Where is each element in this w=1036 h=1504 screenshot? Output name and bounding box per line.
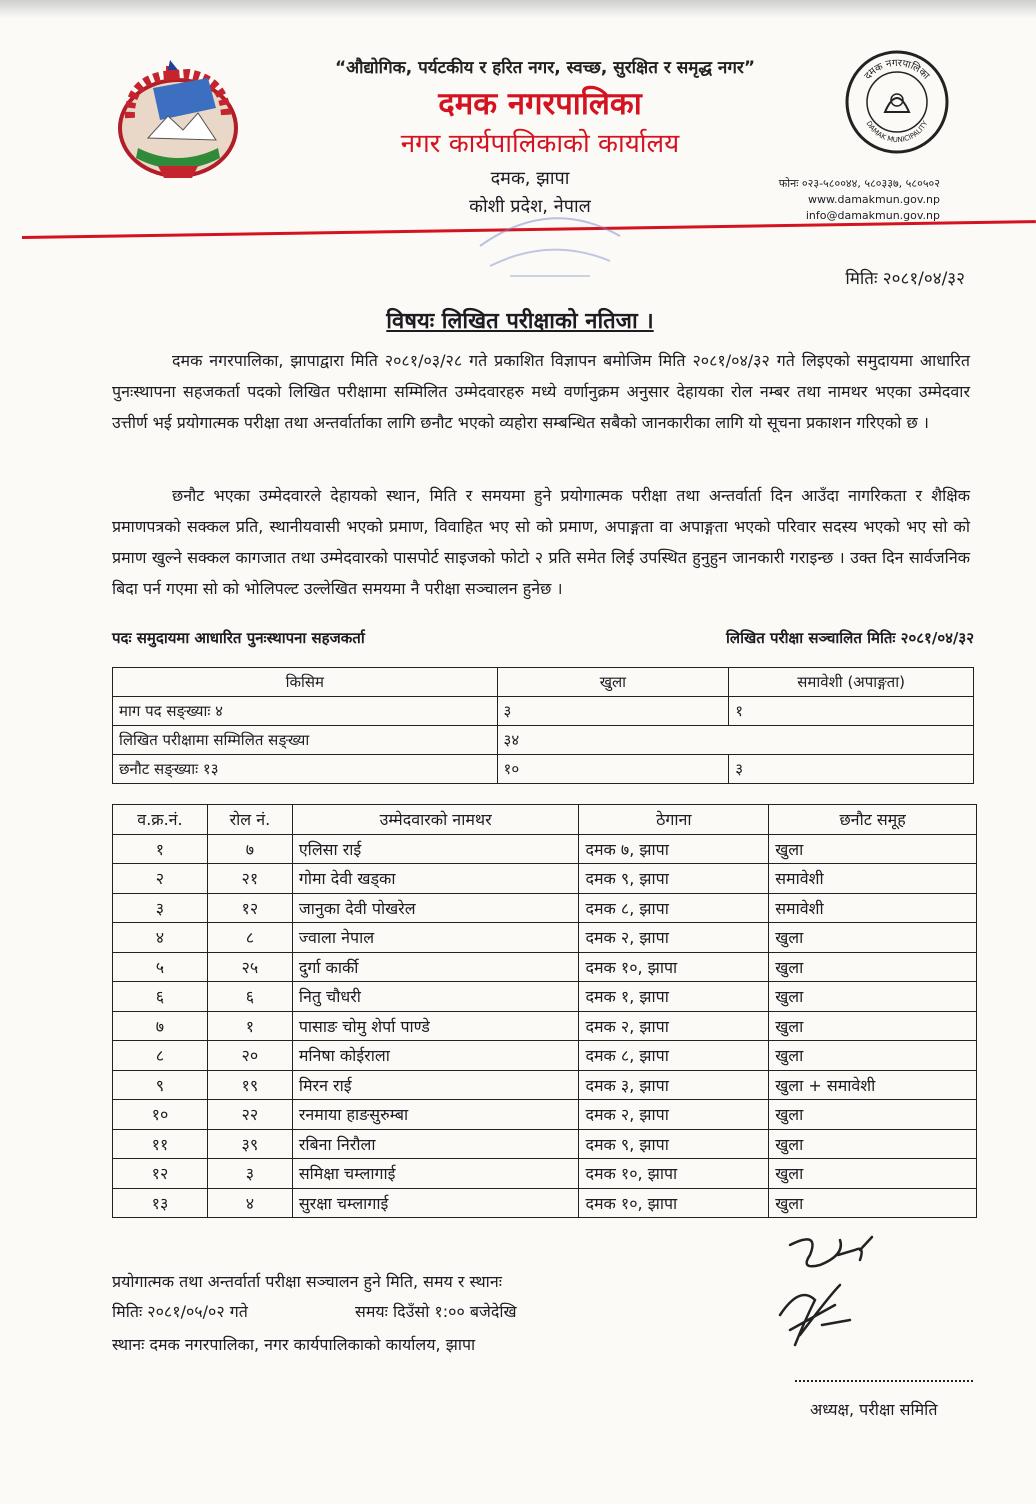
results-header-cell: छनौट समूह [769, 805, 977, 835]
footer-place: स्थानः दमक नगरपालिका, नगर कार्यपालिकाको कार्यालय, झापा [112, 1335, 476, 1354]
notice-date: मितिः २०८१/०४/३२ [845, 269, 965, 289]
summary-cell: माग पद सङ्ख्याः ४ [113, 697, 498, 726]
results-cell: ४ [113, 923, 208, 953]
results-cell: रनमाया हाङसुरुम्बा [292, 1100, 579, 1130]
summary-cell: ३ [497, 697, 729, 726]
address-line-1: दमक, झापा [490, 168, 570, 189]
results-cell: १ [207, 1011, 292, 1041]
footer-date-time [112, 1300, 517, 1322]
summary-cell: १ [729, 697, 974, 726]
results-cell: खुला [769, 952, 977, 982]
results-row [113, 982, 977, 1012]
post-label: पदः समुदायमा आधारित पुनःस्थापना सहजकर्ता [112, 629, 365, 647]
results-cell: खुला [769, 1041, 977, 1071]
results-cell: दमक २, झापा [579, 923, 769, 953]
results-header-cell: ठेगाना [579, 805, 769, 835]
results-cell: १३ [113, 1188, 208, 1218]
scan-edge [0, 0, 1036, 18]
results-cell: २० [207, 1041, 292, 1071]
results-cell: १२ [113, 1159, 208, 1189]
results-cell: खुला + समावेशी [769, 1070, 977, 1100]
results-cell: दमक १०, झापा [579, 1188, 769, 1218]
footer-intro: प्रयोगात्मक तथा अन्तर्वार्ता परीक्षा सञ्चालन हुने मिति, समय र स्थानः [112, 1272, 502, 1291]
results-cell: २२ [207, 1100, 292, 1130]
results-cell: ११ [113, 1129, 208, 1159]
results-cell: १ [113, 834, 208, 864]
results-cell: ३ [113, 893, 208, 923]
summary-header-row [113, 668, 974, 697]
results-cell: ६ [207, 982, 292, 1012]
website-link[interactable]: www.damakmun.gov.np [808, 193, 940, 206]
results-cell: एलिसा राई [292, 834, 579, 864]
results-cell: जानुका देवी पोखरेल [292, 893, 579, 923]
results-row [113, 864, 977, 894]
summary-table [112, 667, 974, 784]
summary-row [113, 726, 974, 755]
results-cell: दमक २, झापा [579, 1011, 769, 1041]
nepal-emblem-icon [108, 58, 248, 188]
results-cell: दमक ८, झापा [579, 1041, 769, 1071]
results-cell: दमक ९, झापा [579, 1129, 769, 1159]
results-cell: दमक ९, झापा [579, 864, 769, 894]
results-cell: खुला [769, 923, 977, 953]
summary-row [113, 697, 974, 726]
summary-cell: छनौट सङ्ख्याः १३ [113, 755, 498, 784]
summary-cell: लिखित परीक्षामा सम्मिलित सङ्ख्या [113, 726, 498, 755]
results-cell: ३९ [207, 1129, 292, 1159]
office-name: नगर कार्यपालिकाको कार्यालय [400, 129, 680, 159]
org-name: दमक नगरपालिका [438, 86, 642, 122]
results-cell: खुला [769, 1188, 977, 1218]
results-row [113, 1188, 977, 1218]
results-row [113, 1129, 977, 1159]
results-row [113, 952, 977, 982]
results-cell: गोमा देवी खड्का [292, 864, 579, 894]
results-cell: १० [113, 1100, 208, 1130]
results-cell: समावेशी [769, 864, 977, 894]
post-info-line [112, 628, 974, 652]
address-line-2: कोशी प्रदेश, नेपाल [469, 196, 591, 217]
results-row [113, 1100, 977, 1130]
results-row [113, 1041, 977, 1071]
results-cell: ९ [113, 1070, 208, 1100]
results-cell: २५ [207, 952, 292, 982]
results-cell: १२ [207, 893, 292, 923]
results-header-cell: रोल नं. [207, 805, 292, 835]
results-cell: पासाङ चोमु शेर्पा पाण्डे [292, 1011, 579, 1041]
results-cell: खुला [769, 982, 977, 1012]
municipality-seal-icon [843, 48, 951, 156]
contact-block [720, 176, 940, 224]
results-cell: दमक १०, झापा [579, 1159, 769, 1189]
results-cell: खुला [769, 1129, 977, 1159]
results-cell: खुला [769, 1011, 977, 1041]
results-cell: खुला [769, 834, 977, 864]
results-cell: ४ [207, 1188, 292, 1218]
subject-title: विषयः लिखित परीक्षाको नतिजा । [386, 309, 654, 334]
results-row [113, 834, 977, 864]
results-cell: ६ [113, 982, 208, 1012]
results-cell: दमक १०, झापा [579, 952, 769, 982]
svg-text:दमक नगरपालिका: दमक नगरपालिका [862, 57, 932, 82]
results-cell: नितु चौधरी [292, 982, 579, 1012]
summary-cell: ३४ [497, 726, 973, 755]
summary-header-cell: समावेशी (अपाङ्गता) [729, 668, 974, 697]
results-cell: दुर्गा कार्की [292, 952, 579, 982]
results-cell: दमक २, झापा [579, 1100, 769, 1130]
results-cell: खुला [769, 1100, 977, 1130]
results-cell: समिक्षा चम्लागाई [292, 1159, 579, 1189]
summary-cell: १० [497, 755, 729, 784]
results-row [113, 1070, 977, 1100]
email-link[interactable]: info@damakmun.gov.np [805, 209, 940, 222]
results-header-cell: व.क्र.नं. [113, 805, 208, 835]
svg-text:DAMAK MUNICIPALITY: DAMAK MUNICIPALITY [864, 119, 930, 145]
signatory-title: अध्यक्ष, परीक्षा समिति [810, 1400, 938, 1419]
results-cell: मिरन राई [292, 1070, 579, 1100]
results-row [113, 1011, 977, 1041]
results-cell: १९ [207, 1070, 292, 1100]
slogan: “औद्योगिक, पर्यटकीय र हरित नगर, स्वच्छ, सुरक्षित र समृद्ध नगर” [334, 58, 756, 78]
results-header-cell: उम्मेदवारको नामथर [292, 805, 579, 835]
results-row [113, 1159, 977, 1189]
summary-header-cell: किसिम [113, 668, 498, 697]
results-cell: दमक ८, झापा [579, 893, 769, 923]
results-cell: दमक १, झापा [579, 982, 769, 1012]
signature-icon [760, 1225, 880, 1355]
footer-time: समयः दिउँसो १:०० बजेदेखि [355, 1302, 517, 1321]
results-cell: २१ [207, 864, 292, 894]
phone-text: फोनः ०२३-५८००४४, ५८०३३७, ५८०५०२ [778, 177, 940, 190]
results-cell: समावेशी [769, 893, 977, 923]
results-cell: दमक ७, झापा [579, 834, 769, 864]
results-table [112, 804, 977, 1218]
exam-date-label: लिखित परीक्षा सञ्चालित मितिः २०८१/०४/३२ [726, 629, 974, 647]
results-cell: ७ [113, 1011, 208, 1041]
paragraph-2: छनौट भएका उम्मेदवारले देहायको स्थान, मिति र समयमा हुने प्रयोगात्मक परीक्षा तथा अन्तर्वार्ता दिन आउँदा नागरिकता र शैक्षिक प्रमाणपत्रको सक्कल प्रति, स्थानीयवासी भएको प्रमाण, विवाहित भए सो को प्रमाण, अपाङ्गता वा अपाङ्गता भएको परिवार सदस्य भएको भए सो को प्रमाण खुल्ने सक्कल कागजात तथा उम्मेदवारको पासपोर्ट साइजको फोटो २ प्रति समेत लिई उपस्थित हुनुहुन जानकारी गराइन्छ । उक्त दिन सार्वजनिक बिदा पर्न गएमा सो को भोलिपल्ट उल्लेखित समयमा नै परीक्षा सञ्चालन हुनेछ । [112, 486, 970, 598]
results-cell: रबिना निरौला [292, 1129, 579, 1159]
results-cell: सुरक्षा चम्लागाई [292, 1188, 579, 1218]
results-cell: ५ [113, 952, 208, 982]
office-stamp-icon [470, 206, 630, 286]
results-cell: ८ [113, 1041, 208, 1071]
results-row [113, 923, 977, 953]
results-cell: मनिषा कोईराला [292, 1041, 579, 1071]
results-header-row [113, 805, 977, 835]
summary-row [113, 755, 974, 784]
results-cell: दमक ३, झापा [579, 1070, 769, 1100]
footer-date: मितिः २०८१/०५/०२ गते [112, 1302, 248, 1321]
signature-line [795, 1380, 973, 1382]
results-row [113, 893, 977, 923]
summary-cell: ३ [729, 755, 974, 784]
results-cell: ७ [207, 834, 292, 864]
results-cell: ३ [207, 1159, 292, 1189]
paragraph-1: दमक नगरपालिका, झापाद्वारा मिति २०८१/०३/२८ गते प्रकाशित विज्ञापन बमोजिम मिति २०८१/०४/३२ गते लिइएको समुदायमा आधारित पुनःस्थापना सहजकर्ता पदको लिखित परीक्षामा सम्मिलित उम्मेदवारहरु मध्ये वर्णानुक्रम अनुसार देहायका रोल नम्बर तथा नामथर भएका उम्मेदवार उत्तीर्ण भई प्रयोगात्मक परीक्षा तथा अन्तर्वार्ताका लागि छनौट भएको व्यहोरा सम्बन्धित सबैको जानकारीका लागि यो सूचना प्रकाशन गरिएको छ । [112, 351, 970, 432]
results-cell: २ [113, 864, 208, 894]
summary-header-cell: खुला [497, 668, 729, 697]
results-cell: खुला [769, 1159, 977, 1189]
results-cell: ८ [207, 923, 292, 953]
results-cell: ज्वाला नेपाल [292, 923, 579, 953]
